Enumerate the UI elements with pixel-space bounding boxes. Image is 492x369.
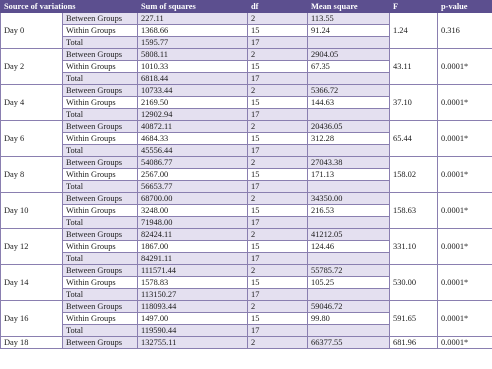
source-label: Within Groups [63,313,138,325]
sum-of-squares-cell: 132755.11 [138,337,248,349]
mean-square-cell [308,289,390,301]
source-label: Between Groups [63,337,138,349]
df-cell: 17 [248,289,308,301]
sum-of-squares-cell: 227.11 [138,13,248,25]
sum-of-squares-cell: 1578.83 [138,277,248,289]
header-f: F [390,1,438,13]
sum-of-squares-cell: 3248.00 [138,205,248,217]
f-value-cell: 1.24 [390,13,438,49]
header-source: Source of variations [1,1,138,13]
df-cell: 2 [248,49,308,61]
day-label: Day 8 [1,157,63,193]
source-label: Total [63,37,138,49]
sum-of-squares-cell: 1368.66 [138,25,248,37]
mean-square-cell: 113.55 [308,13,390,25]
mean-square-cell [308,73,390,85]
df-cell: 17 [248,253,308,265]
sum-of-squares-cell: 5808.11 [138,49,248,61]
mean-square-cell: 312.28 [308,133,390,145]
df-cell: 17 [248,217,308,229]
mean-square-cell: 55785.72 [308,265,390,277]
df-cell: 15 [248,169,308,181]
source-label: Within Groups [63,97,138,109]
sum-of-squares-cell: 71948.00 [138,217,248,229]
sum-of-squares-cell: 10733.44 [138,85,248,97]
table-body [1,13,492,349]
df-cell: 15 [248,277,308,289]
table-row [1,121,492,133]
sum-of-squares-cell: 6818.44 [138,73,248,85]
sum-of-squares-cell: 82424.11 [138,229,248,241]
day-label: Day 16 [1,301,63,337]
source-label: Within Groups [63,277,138,289]
day-label: Day 12 [1,229,63,265]
df-cell: 2 [248,229,308,241]
df-cell: 2 [248,85,308,97]
table-row [1,337,492,349]
df-cell: 15 [248,313,308,325]
mean-square-cell: 99.80 [308,313,390,325]
source-label: Within Groups [63,205,138,217]
sum-of-squares-cell: 119590.44 [138,325,248,337]
source-label: Between Groups [63,193,138,205]
header-df: df [248,1,308,13]
sum-of-squares-cell: 1497.00 [138,313,248,325]
source-label: Between Groups [63,157,138,169]
source-label: Total [63,181,138,193]
source-label: Within Groups [63,169,138,181]
source-label: Total [63,109,138,121]
df-cell: 17 [248,325,308,337]
sum-of-squares-cell: 1010.33 [138,61,248,73]
table-row [1,157,492,169]
sum-of-squares-cell: 45556.44 [138,145,248,157]
df-cell: 15 [248,133,308,145]
source-label: Within Groups [63,133,138,145]
f-value-cell: 65.44 [390,121,438,157]
mean-square-cell: 216.53 [308,205,390,217]
sum-of-squares-cell: 68700.00 [138,193,248,205]
mean-square-cell: 124.46 [308,241,390,253]
table-row [1,13,492,25]
df-cell: 2 [248,121,308,133]
p-value-cell: 0.0001* [438,85,492,121]
p-value-cell: 0.0001* [438,265,492,301]
sum-of-squares-cell: 40872.11 [138,121,248,133]
table-row [1,193,492,205]
df-cell: 17 [248,37,308,49]
source-label: Between Groups [63,85,138,97]
f-value-cell: 591.65 [390,301,438,337]
mean-square-cell: 105.25 [308,277,390,289]
day-label: Day 14 [1,265,63,301]
sum-of-squares-cell: 12902.94 [138,109,248,121]
source-label: Total [63,289,138,301]
table-row [1,301,492,313]
sum-of-squares-cell: 2169.50 [138,97,248,109]
day-label: Day 18 [1,337,63,349]
sum-of-squares-cell: 2567.00 [138,169,248,181]
f-value-cell: 37.10 [390,85,438,121]
source-label: Within Groups [63,241,138,253]
mean-square-cell [308,145,390,157]
mean-square-cell: 5366.72 [308,85,390,97]
sum-of-squares-cell: 4684.33 [138,133,248,145]
mean-square-cell [308,109,390,121]
df-cell: 2 [248,301,308,313]
mean-square-cell: 144.63 [308,97,390,109]
day-label: Day 0 [1,13,63,49]
sum-of-squares-cell: 111571.44 [138,265,248,277]
f-value-cell: 530.00 [390,265,438,301]
source-label: Between Groups [63,13,138,25]
table-row [1,49,492,61]
df-cell: 15 [248,205,308,217]
df-cell: 15 [248,61,308,73]
mean-square-cell: 67.35 [308,61,390,73]
mean-square-cell: 66377.55 [308,337,390,349]
source-label: Between Groups [63,49,138,61]
df-cell: 17 [248,109,308,121]
df-cell: 15 [248,97,308,109]
day-label: Day 4 [1,85,63,121]
mean-square-cell: 20436.05 [308,121,390,133]
df-cell: 15 [248,25,308,37]
source-label: Within Groups [63,61,138,73]
source-label: Between Groups [63,301,138,313]
mean-square-cell [308,181,390,193]
p-value-cell: 0.0001* [438,157,492,193]
source-label: Between Groups [63,229,138,241]
table-row [1,229,492,241]
p-value-cell: 0.0001* [438,337,492,349]
table-row [1,85,492,97]
source-label: Total [63,325,138,337]
source-label: Between Groups [63,265,138,277]
df-cell: 15 [248,241,308,253]
sum-of-squares-cell: 113150.27 [138,289,248,301]
p-value-cell: 0.0001* [438,49,492,85]
source-label: Between Groups [63,121,138,133]
mean-square-cell: 59046.72 [308,301,390,313]
mean-square-cell: 34350.00 [308,193,390,205]
mean-square-cell [308,325,390,337]
mean-square-cell [308,217,390,229]
sum-of-squares-cell: 56653.77 [138,181,248,193]
mean-square-cell: 171.13 [308,169,390,181]
table-row [1,265,492,277]
day-label: Day 10 [1,193,63,229]
sum-of-squares-cell: 84291.11 [138,253,248,265]
f-value-cell: 331.10 [390,229,438,265]
df-cell: 2 [248,265,308,277]
mean-square-cell [308,253,390,265]
source-label: Total [63,217,138,229]
source-label: Total [63,145,138,157]
day-label: Day 2 [1,49,63,85]
df-cell: 2 [248,157,308,169]
source-label: Within Groups [63,25,138,37]
f-value-cell: 158.63 [390,193,438,229]
p-value-cell: 0.316 [438,13,492,49]
p-value-cell: 0.0001* [438,229,492,265]
f-value-cell: 43.11 [390,49,438,85]
mean-square-cell: 27043.38 [308,157,390,169]
header-p-value: p-value [438,1,492,13]
df-cell: 2 [248,13,308,25]
header-mean-square: Mean square [308,1,390,13]
header-row [1,1,492,13]
source-label: Total [63,253,138,265]
f-value-cell: 681.96 [390,337,438,349]
mean-square-cell: 91.24 [308,25,390,37]
source-label: Total [63,73,138,85]
df-cell: 2 [248,193,308,205]
mean-square-cell: 41212.05 [308,229,390,241]
df-cell: 17 [248,73,308,85]
f-value-cell: 158.02 [390,157,438,193]
sum-of-squares-cell: 1867.00 [138,241,248,253]
sum-of-squares-cell: 118093.44 [138,301,248,313]
day-label: Day 6 [1,121,63,157]
p-value-cell: 0.0001* [438,121,492,157]
p-value-cell: 0.0001* [438,301,492,337]
mean-square-cell: 2904.05 [308,49,390,61]
df-cell: 17 [248,181,308,193]
df-cell: 17 [248,145,308,157]
p-value-cell: 0.0001* [438,193,492,229]
header-sum-of-squares: Sum of squares [138,1,248,13]
df-cell: 2 [248,337,308,349]
mean-square-cell [308,37,390,49]
sum-of-squares-cell: 1595.77 [138,37,248,49]
sum-of-squares-cell: 54086.77 [138,157,248,169]
